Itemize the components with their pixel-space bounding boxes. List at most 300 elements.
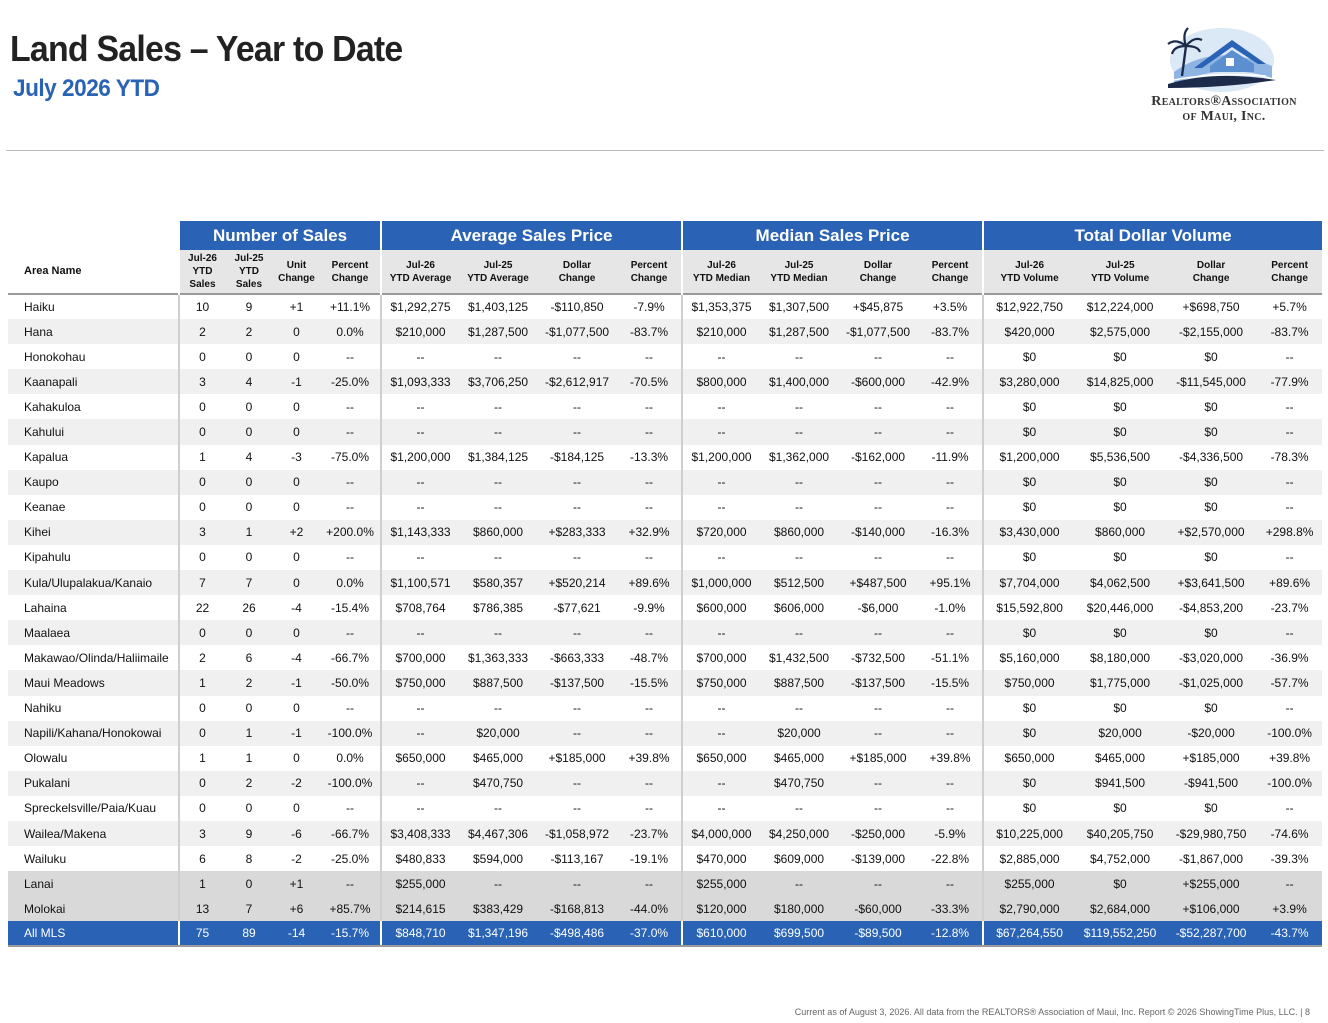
table-cell: 0.0% <box>320 319 381 344</box>
table-cell: 0 <box>179 721 225 746</box>
table-cell: -- <box>1257 344 1322 369</box>
table-cell: -- <box>617 871 682 896</box>
table-cell: -- <box>617 394 682 419</box>
table-cell: $0 <box>983 796 1075 821</box>
table-cell: $699,500 <box>760 921 838 946</box>
table-cell: -25.0% <box>320 846 381 871</box>
table-cell: -- <box>838 771 918 796</box>
table-cell: $40,205,750 <box>1075 821 1165 846</box>
table-cell: -- <box>760 419 838 444</box>
table-cell: +89.6% <box>1257 570 1322 595</box>
table-cell: $700,000 <box>381 645 459 670</box>
table-cell: +$487,500 <box>838 570 918 595</box>
table-cell: $1,432,500 <box>760 645 838 670</box>
table-cell: $465,000 <box>1075 746 1165 771</box>
table-cell: 0 <box>273 394 320 419</box>
table-cell: -$663,333 <box>537 645 617 670</box>
table-cell: 3 <box>179 520 225 545</box>
table-cell: -$162,000 <box>838 445 918 470</box>
table-cell: 0 <box>273 570 320 595</box>
area-name-cell: Kihei <box>8 520 179 545</box>
table-cell: $2,885,000 <box>983 846 1075 871</box>
table-cell: $12,224,000 <box>1075 294 1165 319</box>
table-cell: $0 <box>1075 620 1165 645</box>
table-cell: -6 <box>273 821 320 846</box>
table-cell: $580,357 <box>459 570 537 595</box>
table-cell: -- <box>682 796 760 821</box>
table-cell: 0 <box>273 696 320 721</box>
table-cell: -2 <box>273 771 320 796</box>
table-cell: -- <box>617 545 682 570</box>
table-row <box>8 595 1322 620</box>
table-cell: 0 <box>179 545 225 570</box>
table-cell: -- <box>918 721 983 746</box>
table-cell: 0 <box>225 871 273 896</box>
table-cell: -- <box>682 495 760 520</box>
column-header-line: Dollar <box>562 259 592 271</box>
table-cell: $1,347,196 <box>459 921 537 946</box>
table-cell: $3,706,250 <box>459 369 537 394</box>
table-cell: $1,384,125 <box>459 445 537 470</box>
page-subtitle: July 2026 YTD <box>13 75 160 102</box>
table-cell: -3 <box>273 445 320 470</box>
table-cell: $1,143,333 <box>381 520 459 545</box>
area-name-cell: Lahaina <box>8 595 179 620</box>
column-header-line: YTD <box>239 266 259 277</box>
column-header <box>983 250 1075 294</box>
table-cell: -83.7% <box>617 319 682 344</box>
table-cell: 0 <box>273 419 320 444</box>
table-cell: $0 <box>983 771 1075 796</box>
column-header-line: Change <box>558 272 596 284</box>
table-cell: 0 <box>179 495 225 520</box>
table-cell: $1,400,000 <box>760 369 838 394</box>
table-cell: +89.6% <box>617 570 682 595</box>
table-cell: -- <box>682 721 760 746</box>
table-cell: -$600,000 <box>838 369 918 394</box>
table-cell: -- <box>537 721 617 746</box>
column-header <box>537 250 617 294</box>
table-row <box>8 319 1322 344</box>
table-cell: -$2,155,000 <box>1165 319 1257 344</box>
table-cell: $465,000 <box>459 746 537 771</box>
table-cell: -- <box>1257 394 1322 419</box>
table-cell: $860,000 <box>760 520 838 545</box>
area-name-cell: Kula/Ulupalakua/Kanaio <box>8 570 179 595</box>
table-cell: -$1,058,972 <box>537 821 617 846</box>
table-cell: -1 <box>273 721 320 746</box>
table-cell: $2,575,000 <box>1075 319 1165 344</box>
column-header-area-name: Area Name <box>8 250 179 294</box>
column-header-line: Jul-26 <box>406 259 435 271</box>
table-cell: $1,287,500 <box>760 319 838 344</box>
table-cell: -22.8% <box>918 846 983 871</box>
table-row <box>8 896 1322 921</box>
table-cell: $0 <box>1075 696 1165 721</box>
table-cell: +200.0% <box>320 520 381 545</box>
group-header-number-of-sales: Number of Sales <box>179 221 381 250</box>
table-cell: -$3,020,000 <box>1165 645 1257 670</box>
table-cell: $1,000,000 <box>682 570 760 595</box>
table-cell: -- <box>918 771 983 796</box>
table-row <box>8 846 1322 871</box>
column-header-line: Change <box>1271 272 1308 284</box>
table-row <box>8 871 1322 896</box>
table-cell: $0 <box>1075 495 1165 520</box>
table-cell: 0 <box>273 319 320 344</box>
table-cell: 0 <box>225 495 273 520</box>
column-header <box>682 250 760 294</box>
table-cell: 0 <box>225 545 273 570</box>
table-cell: -$184,125 <box>537 445 617 470</box>
table-cell: -57.7% <box>1257 670 1322 695</box>
column-header-line: Percent <box>1271 259 1308 271</box>
table-cell: $10,225,000 <box>983 821 1075 846</box>
table-cell: $606,000 <box>760 595 838 620</box>
table-cell: -- <box>320 344 381 369</box>
area-name-cell: Spreckelsville/Paia/Kuau <box>8 796 179 821</box>
logo-text-line1: Realtors®Association <box>1151 94 1297 109</box>
area-name-cell: Napili/Kahana/Honokowai <box>8 721 179 746</box>
table-cell: -- <box>459 871 537 896</box>
table-cell: 0 <box>179 771 225 796</box>
column-header <box>225 250 273 294</box>
table-cell: -- <box>838 495 918 520</box>
column-header-line: Jul-25 <box>784 259 814 271</box>
table-cell: -1 <box>273 670 320 695</box>
table-row <box>8 921 1322 946</box>
table-cell: 4 <box>225 369 273 394</box>
table-cell: $255,000 <box>983 871 1075 896</box>
table-cell: $8,180,000 <box>1075 645 1165 670</box>
table-cell: $1,307,500 <box>760 294 838 319</box>
table-cell: -- <box>918 696 983 721</box>
header-divider <box>6 150 1324 151</box>
table-cell: -23.7% <box>1257 595 1322 620</box>
column-header-line: Dollar <box>1196 259 1226 271</box>
table-cell: 0 <box>273 470 320 495</box>
table-cell: -- <box>320 545 381 570</box>
table-cell: -- <box>617 419 682 444</box>
table-cell: -1.0% <box>918 595 983 620</box>
table-cell: 1 <box>179 445 225 470</box>
table-cell: $420,000 <box>983 319 1075 344</box>
table-cell: $214,615 <box>381 896 459 921</box>
area-name-cell: Makawao/Olinda/Haliimaile <box>8 645 179 670</box>
table-row <box>8 445 1322 470</box>
table-cell: -- <box>617 620 682 645</box>
table-row <box>8 570 1322 595</box>
area-name-cell: Pukalani <box>8 771 179 796</box>
table-cell: $0 <box>1165 470 1257 495</box>
table-cell: -- <box>682 696 760 721</box>
table-cell: +39.8% <box>1257 746 1322 771</box>
table-cell: +$3,641,500 <box>1165 570 1257 595</box>
table-cell: -- <box>1257 419 1322 444</box>
table-row <box>8 495 1322 520</box>
table-cell: -- <box>617 721 682 746</box>
group-header-blank <box>8 221 179 250</box>
table-cell: -83.7% <box>918 319 983 344</box>
table-cell: -- <box>838 796 918 821</box>
table-cell: -100.0% <box>1257 721 1322 746</box>
table-row <box>8 670 1322 695</box>
table-cell: 2 <box>225 319 273 344</box>
table-cell: $1,403,125 <box>459 294 537 319</box>
table-cell: -66.7% <box>320 821 381 846</box>
table-cell: -66.7% <box>320 645 381 670</box>
table-cell: +1 <box>273 871 320 896</box>
column-header <box>838 250 918 294</box>
table-cell: -- <box>760 470 838 495</box>
table-cell: 26 <box>225 595 273 620</box>
column-header-line: Sales <box>235 279 263 290</box>
table-cell: 0 <box>179 419 225 444</box>
area-name-cell: Haiku <box>8 294 179 319</box>
table-cell: -$168,813 <box>537 896 617 921</box>
table-cell: -25.0% <box>320 369 381 394</box>
column-header-line: Jul-25 <box>1105 259 1135 271</box>
table-cell: -$11,545,000 <box>1165 369 1257 394</box>
table-cell: 0 <box>225 796 273 821</box>
column-header <box>381 250 459 294</box>
table-cell: -- <box>459 344 537 369</box>
table-cell: +$698,750 <box>1165 294 1257 319</box>
table-cell: -1 <box>273 369 320 394</box>
table-cell: -- <box>617 796 682 821</box>
table-cell: $180,000 <box>760 896 838 921</box>
table-cell: -19.1% <box>617 846 682 871</box>
table-cell: -- <box>760 394 838 419</box>
table-cell: -- <box>320 696 381 721</box>
table-cell: -- <box>1257 796 1322 821</box>
table-cell: 1 <box>225 746 273 771</box>
table-cell: -$1,077,500 <box>537 319 617 344</box>
table-cell: -51.1% <box>918 645 983 670</box>
table-cell: $0 <box>1165 419 1257 444</box>
column-header <box>179 250 225 294</box>
table-cell: $750,000 <box>682 670 760 695</box>
table-row <box>8 771 1322 796</box>
table-cell: -16.3% <box>918 520 983 545</box>
table-cell: $0 <box>983 620 1075 645</box>
table-cell: -39.3% <box>1257 846 1322 871</box>
table-cell: -- <box>381 495 459 520</box>
table-cell: $650,000 <box>682 746 760 771</box>
table-cell: 0 <box>179 470 225 495</box>
column-header <box>617 250 682 294</box>
table-cell: -36.9% <box>1257 645 1322 670</box>
table-cell: -- <box>537 470 617 495</box>
table-cell: -- <box>1257 545 1322 570</box>
table-cell: -- <box>838 545 918 570</box>
table-cell: -15.7% <box>320 921 381 946</box>
table-cell: -$6,000 <box>838 595 918 620</box>
table-cell: -$4,336,500 <box>1165 445 1257 470</box>
table-cell: 0 <box>273 746 320 771</box>
table-row <box>8 394 1322 419</box>
column-header-line: Sales <box>189 279 216 290</box>
table-cell: -- <box>838 620 918 645</box>
table-cell: -- <box>537 545 617 570</box>
table-cell: -- <box>381 394 459 419</box>
table-cell: $0 <box>983 470 1075 495</box>
table-row <box>8 796 1322 821</box>
table-cell: -- <box>918 545 983 570</box>
table-cell: -$77,621 <box>537 595 617 620</box>
table-cell: $383,429 <box>459 896 537 921</box>
table-cell: -- <box>760 495 838 520</box>
table-cell: -- <box>682 620 760 645</box>
table-cell: -4 <box>273 645 320 670</box>
table-cell: -- <box>838 394 918 419</box>
table-cell: 9 <box>225 294 273 319</box>
table-cell: -- <box>617 344 682 369</box>
table-cell: +11.1% <box>320 294 381 319</box>
table-cell: -- <box>760 696 838 721</box>
table-cell: $4,062,500 <box>1075 570 1165 595</box>
table-cell: 7 <box>225 570 273 595</box>
table-cell: +$2,570,000 <box>1165 520 1257 545</box>
table-cell: +$283,333 <box>537 520 617 545</box>
table-cell: -- <box>838 696 918 721</box>
table-cell: 89 <box>225 921 273 946</box>
table-cell: -- <box>760 871 838 896</box>
table-cell: 6 <box>179 846 225 871</box>
area-name-cell: All MLS <box>8 921 179 946</box>
table-cell: $12,922,750 <box>983 294 1075 319</box>
column-header-line: YTD Volume <box>1000 272 1059 284</box>
table-cell: +1 <box>273 294 320 319</box>
table-cell: -- <box>537 796 617 821</box>
table-cell: -- <box>381 721 459 746</box>
table-cell: $1,200,000 <box>381 445 459 470</box>
table-cell: -- <box>320 871 381 896</box>
column-header <box>1165 250 1257 294</box>
table-cell: -- <box>459 620 537 645</box>
column-header <box>1257 250 1322 294</box>
table-cell: $0 <box>983 419 1075 444</box>
table-cell: 0 <box>225 696 273 721</box>
table-cell: 2 <box>225 670 273 695</box>
table-cell: -- <box>838 871 918 896</box>
area-name-cell: Maui Meadows <box>8 670 179 695</box>
table-cell: -70.5% <box>617 369 682 394</box>
table-cell: $750,000 <box>983 670 1075 695</box>
table-cell: -74.6% <box>1257 821 1322 846</box>
table-cell: $860,000 <box>459 520 537 545</box>
table-cell: -- <box>320 495 381 520</box>
table-cell: -- <box>918 871 983 896</box>
table-cell: -100.0% <box>320 771 381 796</box>
area-name-cell: Molokai <box>8 896 179 921</box>
table-cell: -50.0% <box>320 670 381 695</box>
table-row <box>8 821 1322 846</box>
table-cell: -$113,167 <box>537 846 617 871</box>
table-cell: 2 <box>179 645 225 670</box>
table-cell: -- <box>682 419 760 444</box>
table-cell: -- <box>459 696 537 721</box>
table-cell: $470,750 <box>459 771 537 796</box>
group-header-median-sales-price: Median Sales Price <box>682 221 983 250</box>
table-cell: 0 <box>225 620 273 645</box>
table-cell: +$106,000 <box>1165 896 1257 921</box>
table-cell: $14,825,000 <box>1075 369 1165 394</box>
table-cell: -4 <box>273 595 320 620</box>
table-cell: $20,000 <box>1075 721 1165 746</box>
column-header <box>459 250 537 294</box>
table-cell: -- <box>682 545 760 570</box>
table-cell: $3,408,333 <box>381 821 459 846</box>
table-cell: $1,363,333 <box>459 645 537 670</box>
table-cell: $720,000 <box>682 520 760 545</box>
table-cell: -- <box>537 495 617 520</box>
table-cell: 0.0% <box>320 570 381 595</box>
table-cell: -- <box>682 470 760 495</box>
table-cell: $941,500 <box>1075 771 1165 796</box>
table-cell: $610,000 <box>682 921 760 946</box>
table-cell: -48.7% <box>617 645 682 670</box>
table-cell: $1,200,000 <box>983 445 1075 470</box>
table-cell: -- <box>918 470 983 495</box>
table-cell: $1,100,571 <box>381 570 459 595</box>
table-cell: $708,764 <box>381 595 459 620</box>
table-body <box>8 294 1322 946</box>
area-name-cell: Maalaea <box>8 620 179 645</box>
table-cell: 13 <box>179 896 225 921</box>
table-row <box>8 470 1322 495</box>
table-cell: $480,833 <box>381 846 459 871</box>
table-cell: 0 <box>225 419 273 444</box>
table-cell: -- <box>381 620 459 645</box>
table-cell: -- <box>381 696 459 721</box>
table-cell: -37.0% <box>617 921 682 946</box>
table-cell: $7,704,000 <box>983 570 1075 595</box>
table-cell: $5,536,500 <box>1075 445 1165 470</box>
table-cell: +$45,875 <box>838 294 918 319</box>
table-cell: $5,160,000 <box>983 645 1075 670</box>
table-cell: -$1,867,000 <box>1165 846 1257 871</box>
table-cell: -$732,500 <box>838 645 918 670</box>
column-header-line: Jul-26 <box>1015 259 1045 271</box>
table-cell: -- <box>537 394 617 419</box>
table-cell: $0 <box>983 545 1075 570</box>
column-header-line: YTD Average <box>389 272 452 284</box>
table-cell: 6 <box>225 645 273 670</box>
table-cell: -$250,000 <box>838 821 918 846</box>
table-cell: -- <box>381 796 459 821</box>
table-cell: -- <box>682 394 760 419</box>
table-cell: -23.7% <box>617 821 682 846</box>
table-cell: -$20,000 <box>1165 721 1257 746</box>
table-row <box>8 721 1322 746</box>
table-cell: $255,000 <box>682 871 760 896</box>
table-cell: -2 <box>273 846 320 871</box>
table-cell: -42.9% <box>918 369 983 394</box>
table-cell: -- <box>459 394 537 419</box>
table-cell: -- <box>1257 495 1322 520</box>
table-cell: -11.9% <box>918 445 983 470</box>
table-cell: $0 <box>983 344 1075 369</box>
table-cell: $0 <box>1075 344 1165 369</box>
column-header <box>1075 250 1165 294</box>
table-cell: -- <box>381 470 459 495</box>
area-name-cell: Kahakuloa <box>8 394 179 419</box>
group-header-row <box>8 221 1322 250</box>
table-cell: $4,467,306 <box>459 821 537 846</box>
table-cell: 2 <box>225 771 273 796</box>
column-header-line: Jul-26 <box>188 253 217 264</box>
